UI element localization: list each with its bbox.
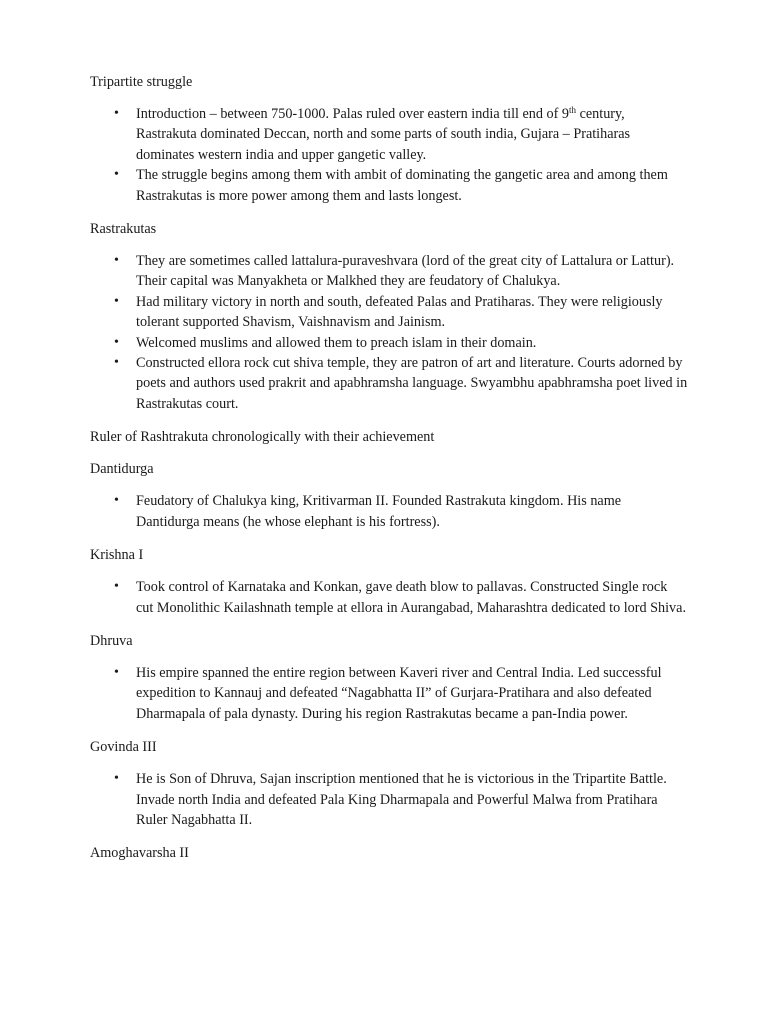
bullet-dantidurga: • Feudatory of Chalukya king, Kritivarman II. Founded Rastrakuta kingdom. His name Dantidurga means (he whose elephant is his fortress). [90,491,688,532]
dhruva-bullet-list [90,663,688,724]
krishna-i-bullet-list [90,577,688,618]
section-heading-rastrakutas: Rastrakutas [90,221,157,238]
section-heading-krishna-i: Krishna I [90,547,144,564]
govinda-iii-bullet-list [90,769,688,830]
dantidurga-bullet-list [90,491,688,532]
bullet-military-victory: • Had military victory in north and south, defeated Palas and Pratiharas. They were religiously tolerant supported Shavism, Vaishnavism and Jainism. [90,292,688,333]
section-heading-dantidurga: Dantidurga [90,461,154,478]
bullet-ellora-temple: • Constructed ellora rock cut shiva temple, they are patron of art and literature. Courts adorned by poets and authors used prakrit and apabhramsha language. Swyambhu apabhramsha poet lived in Rastrakutas court. [90,353,688,414]
bullet-dhruva: • His empire spanned the entire region between Kaveri river and Central India. Led successful expedition to Kannauj and defeated “Nagabhatta II” of Gurjara-Pratihara and also defeated Dharmapala of pala dynasty. During his region Rastrakutas became a pan-India power. [90,663,688,724]
bullet-welcomed-muslims: • Welcomed muslims and allowed them to preach islam in their domain. [90,333,688,353]
bullet-struggle-begins: • The struggle begins among them with ambit of dominating the gangetic area and among them Rastrakutas is more power among them and lasts longest. [90,165,688,206]
bullet-introduction: • Introduction – between 750-1000. Palas ruled over eastern india till end of 9th century, Rastrakuta dominated Deccan, north and some parts of south india, Gujara – Pratiharas dominates western india and upper gangetic valley. [90,104,688,165]
section-heading-dhruva: Dhruva [90,632,133,649]
section-heading-tripartite-struggle: Tripartite struggle [90,74,193,90]
bullet-govinda-iii: • He is Son of Dhruva, Sajan inscription mentioned that he is victorious in the Tripartite Battle. Invade north India and defeated Pala King Dharmapala and Powerful Malwa from Pratihara Ruler Nagabhatta II. [90,769,688,830]
bullet-lattalura: • They are sometimes called lattalura-puraveshvara (lord of the great city of Lattalura or Lattur). Their capital was Manyakheta or Malkhed they are feudatory of Chalukya. [90,251,688,292]
section-heading-amoghavarsha-ii: Amoghavarsha II [90,845,189,862]
rastrakutas-bullet-list [90,251,688,414]
section-heading-govinda-iii: Govinda III [90,739,157,756]
section-heading-rulers: Ruler of Rashtrakuta chronologically with their achievement [90,429,435,446]
bullet-krishna-i: • Took control of Karnataka and Konkan, gave death blow to pallavas. Constructed Single rock cut Monolithic Kailashnath temple at ellora in Aurangabad, Maharashtra dedicated to lord Shiva. [90,577,688,618]
tripartite-bullet-list [90,104,688,206]
